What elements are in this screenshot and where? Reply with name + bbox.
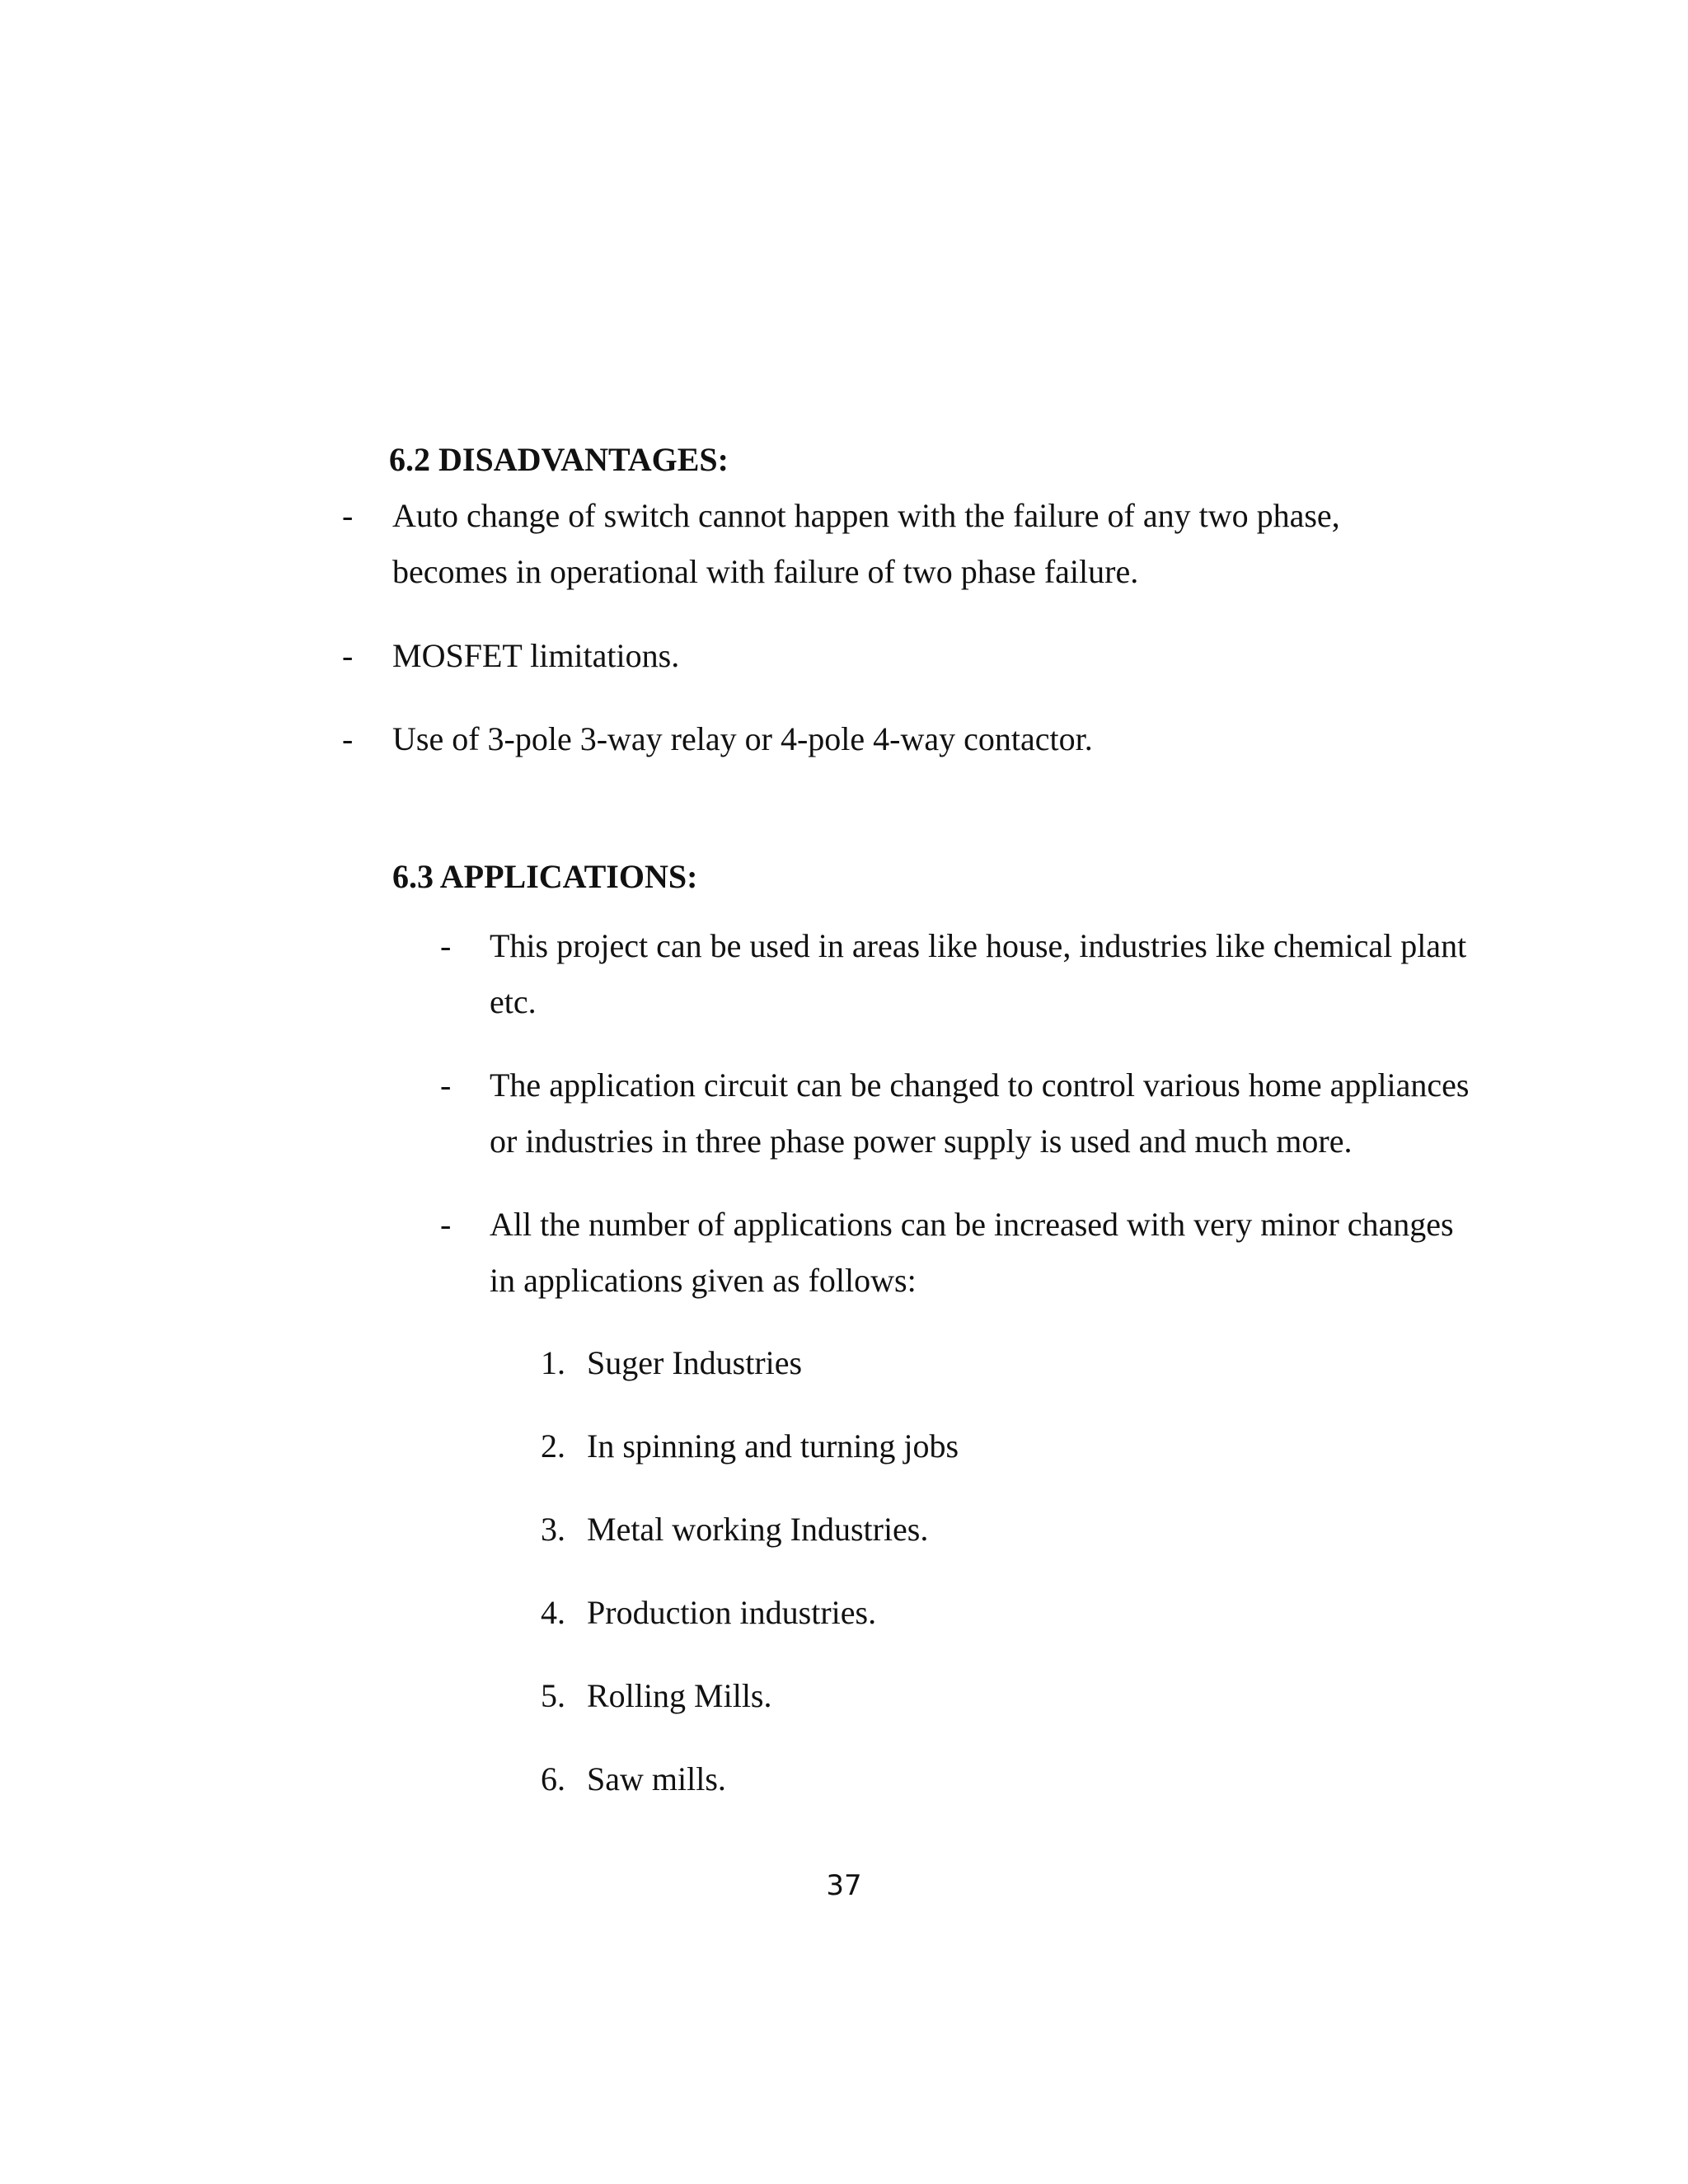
list-number: 3. [541, 1511, 565, 1548]
bullet-dash: - [440, 1206, 452, 1243]
section-heading-applications: 6.3 APPLICATIONS: [392, 858, 698, 895]
list-item-line: Use of 3-pole 3-way relay or 4-pole 4-way contactor. [392, 720, 1093, 757]
list-number: 1. [541, 1344, 565, 1381]
list-number: 2. [541, 1427, 565, 1465]
list-number: 4. [541, 1594, 565, 1631]
list-item-line: etc. [490, 983, 537, 1020]
list-item-text: In spinning and turning jobs [587, 1427, 959, 1465]
list-number: 6. [541, 1760, 565, 1797]
list-item-text [392, 628, 1497, 684]
list-item-text [490, 1197, 1561, 1309]
list-item-text: Saw mills. [587, 1760, 726, 1797]
list-item-text [392, 711, 1497, 767]
list-item-line: becomes in operational with failure of two phase failure. [392, 553, 1139, 590]
list-item-text: Rolling Mills. [587, 1677, 772, 1714]
list-item-text: Metal working Industries. [587, 1511, 929, 1548]
list-item-line: All the number of applications can be increased with very minor changes [490, 1206, 1454, 1243]
bullet-dash: - [342, 497, 354, 534]
bullet-dash: - [440, 927, 452, 964]
list-item-text [490, 1057, 1561, 1169]
list-number: 5. [541, 1677, 565, 1714]
list-item-line: The application circuit can be changed to control various home appliances [490, 1066, 1470, 1104]
list-item-line: or industries in three phase power supply is used and much more. [490, 1122, 1353, 1160]
list-item-text: Production industries. [587, 1594, 877, 1631]
bullet-dash: - [342, 720, 354, 757]
list-item-line: This project can be used in areas like house, industries like chemical plant [490, 927, 1467, 964]
list-item-line: MOSFET limitations. [392, 637, 680, 674]
bullet-dash: - [440, 1066, 452, 1104]
list-item-text [392, 488, 1497, 600]
section-heading-disadvantages: 6.2 DISADVANTAGES: [389, 441, 729, 478]
list-item-text [490, 918, 1561, 1030]
list-item-line: Auto change of switch cannot happen with the failure of any two phase, [392, 497, 1340, 534]
list-item-text: Suger Industries [587, 1344, 803, 1381]
page-number: 37 [826, 1869, 862, 1902]
list-item-line: in applications given as follows: [490, 1262, 917, 1299]
bullet-dash: - [342, 637, 354, 674]
